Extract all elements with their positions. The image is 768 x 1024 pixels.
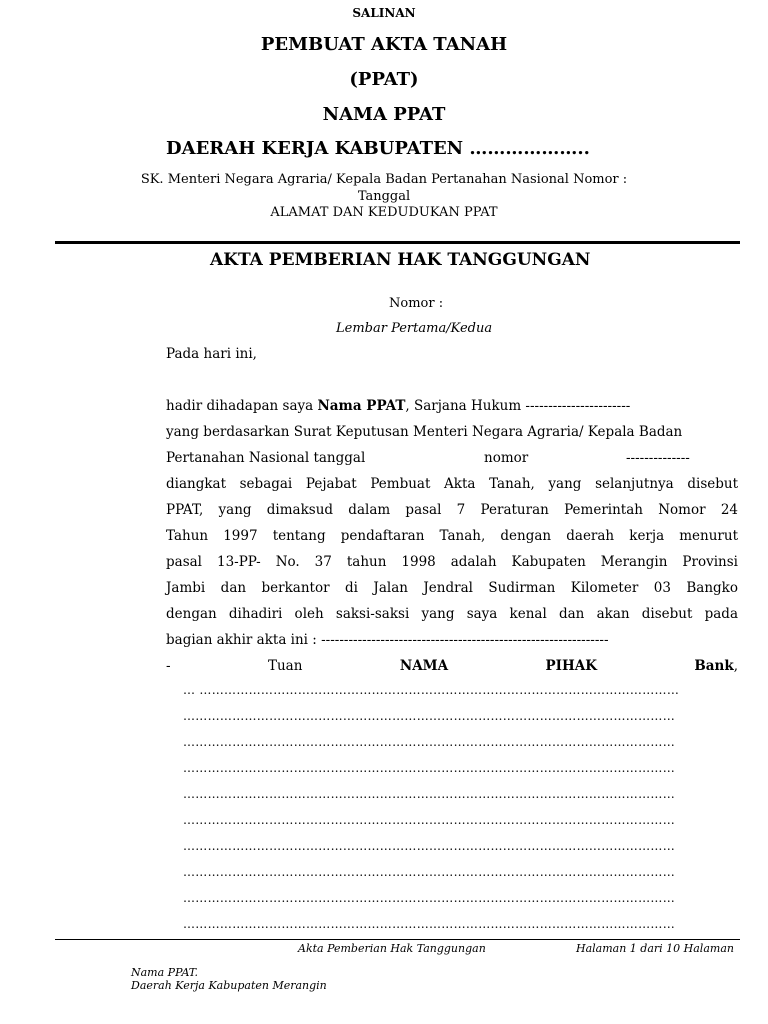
office-abbrev: (PPAT) (349, 69, 419, 90)
sk-line: SK. Menteri Negara Agraria/ Kepala Badan Pertanahan Nasional Nomor : (140, 172, 628, 187)
number-field-label: nomor (484, 450, 529, 466)
office-title: PEMBUAT AKTA TANAH (260, 34, 508, 55)
body-line-3 (166, 450, 738, 470)
body-line-1-start: hadir dihadapan saya (166, 398, 318, 414)
party-line (166, 658, 738, 674)
opening-line: Pada hari ini, (166, 346, 257, 362)
fill-in-line: ………………………………………………………………………………………………………… (183, 709, 675, 723)
body-line-10: bagian akhir akta ini : --------------------------------------------------------------- (166, 632, 609, 648)
date-field-label: Pertanahan Nasional tanggal (166, 450, 366, 466)
body-line-8: Jambi dan berkantor di Jalan Jendral Sudirman Kilometer 03 Bangko (166, 580, 738, 596)
address-line: ALAMAT DAN KEDUDUKAN PPAT (270, 205, 498, 220)
number-field-blank: -------------- (626, 450, 690, 466)
work-area-heading: DAERAH KERJA KABUPATEN ……………….. (166, 138, 590, 159)
ppat-name: Nama PPAT (317, 398, 406, 414)
footer-doc-title: Akta Pemberian Hak Tanggungan (298, 942, 486, 955)
party-comma: , (733, 658, 738, 674)
fill-in-line: ………………………………………………………………………………………………………… (183, 787, 675, 801)
party-side: PIHAK (545, 658, 597, 674)
body-line-7: pasal 13-PP- No. 37 tahun 1998 adalah Kabupaten Merangin Provinsi (166, 554, 738, 570)
footer-divider (55, 939, 740, 940)
ppat-name-heading: NAMA PPAT (322, 104, 446, 125)
body-line-4: diangkat sebagai Pejabat Pembuat Akta Tanah, yang selanjutnya disebut (166, 476, 738, 492)
fill-in-line: ………………………………………………………………………………………………………… (183, 813, 675, 827)
header-divider (55, 241, 740, 244)
body-line-9: dengan dihadiri oleh saksi-saksi yang saya kenal dan akan disebut pada (166, 606, 738, 622)
body-line-1-end: , Sarjana Hukum ----------------------- (405, 398, 631, 414)
party-title: Tuan (267, 658, 303, 674)
party-bank-group (694, 658, 738, 674)
body-line-2-text: yang berdasarkan Surat Keputusan Menteri Negara Agraria/ Kepala Badan (166, 424, 683, 440)
footer-ppat-name: Nama PPAT. (131, 966, 199, 979)
fill-in-line: ………………………………………………………………………………………………………… (183, 917, 675, 931)
body-line-6: Tahun 1997 tentang pendaftaran Tanah, dengan daerah kerja menurut (166, 528, 738, 544)
sheet-label: Lembar Pertama/Kedua (336, 321, 493, 336)
body-line-5: PPAT, yang dimaksud dalam pasal 7 Peraturan Pemerintah Nomor 24 (166, 502, 738, 518)
fill-in-line: ………………………………………………………………………………………………………… (183, 735, 675, 749)
fill-in-line: ………………………………………………………………………………………………………… (183, 865, 675, 879)
footer-page-info: Halaman 1 dari 10 Halaman (576, 942, 734, 955)
body-line-1 (166, 398, 630, 414)
party-bank: Bank (694, 658, 734, 674)
deed-title: AKTA PEMBERIAN HAK TANGGUNGAN (210, 250, 591, 270)
deed-number: Nomor : (389, 296, 444, 311)
party-dash: - (166, 658, 171, 674)
footer-work-area: Daerah Kerja Kabupaten Merangin (131, 979, 327, 992)
fill-in-line: ………………………………………………………………………………………………………… (183, 891, 675, 905)
copy-label: SALINAN (352, 6, 416, 20)
party-name: NAMA (399, 658, 449, 674)
body-line-2 (166, 424, 738, 440)
date-line: Tanggal (357, 189, 411, 204)
fill-in-line: ………………………………………………………………………………………………………… (183, 839, 675, 853)
fill-in-line: … ……………………………………………………………………………………………………… (183, 683, 680, 697)
fill-in-line: ………………………………………………………………………………………………………… (183, 761, 675, 775)
